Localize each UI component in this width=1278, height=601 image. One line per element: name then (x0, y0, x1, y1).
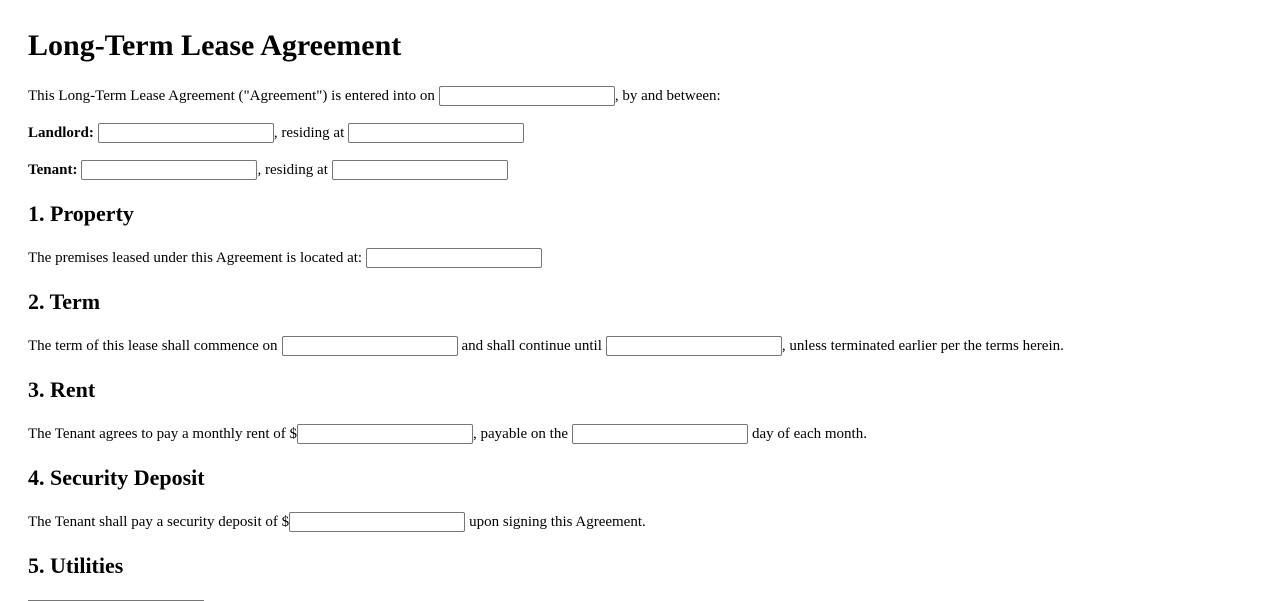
section-heading-security-deposit: 4. Security Deposit (28, 465, 205, 490)
term-text-after: , unless terminated earlier per the terms herein. (781, 338, 1064, 354)
tenant-label: Tenant: (28, 162, 78, 178)
rent-text-after: day of each month. (751, 426, 867, 442)
rent-due-day-field[interactable] (572, 424, 748, 444)
section-heading-property: 1. Property (28, 201, 134, 226)
section-heading-term: 2. Term (28, 289, 101, 314)
section-heading-rent: 3. Rent (28, 377, 96, 402)
tenant-residing-text: , residing at (257, 162, 328, 178)
term-text-middle: and shall continue until (461, 338, 602, 354)
page-title: Long-Term Lease Agreement (28, 29, 402, 62)
tenant-name-field[interactable] (81, 160, 257, 180)
term-text-before: The term of this lease shall commence on (28, 338, 278, 354)
intro-text: This Long-Term Lease Agreement ("Agreement") is entered into on (28, 88, 435, 104)
rent-text-before: The Tenant agrees to pay a monthly rent of $ (28, 426, 298, 442)
property-text: The premises leased under this Agreement is located at: (28, 250, 363, 266)
rent-text-middle: , payable on the (473, 426, 568, 442)
property-line (28, 247, 542, 269)
deposit-line (28, 511, 646, 533)
intro-text-after: , by and between: (614, 88, 721, 104)
landlord-residing-text: , residing at (273, 125, 345, 141)
agreement-date-field[interactable] (439, 86, 615, 106)
landlord-line (28, 122, 524, 144)
landlord-label: Landlord: (28, 125, 94, 141)
property-address-field[interactable] (366, 248, 542, 268)
rent-line (28, 423, 867, 445)
intro-line (28, 85, 721, 107)
section-heading-utilities: 5. Utilities (28, 553, 124, 578)
tenant-line (28, 159, 508, 181)
deposit-text-before: The Tenant shall pay a security deposit of $ (28, 514, 290, 530)
landlord-name-field[interactable] (98, 123, 274, 143)
tenant-address-field[interactable] (332, 160, 508, 180)
term-start-date-field[interactable] (282, 336, 458, 356)
landlord-address-field[interactable] (348, 123, 524, 143)
monthly-rent-field[interactable] (297, 424, 473, 444)
deposit-text-after: upon signing this Agreement. (469, 514, 646, 530)
security-deposit-field[interactable] (289, 512, 465, 532)
term-end-date-field[interactable] (606, 336, 782, 356)
term-line (28, 335, 1064, 357)
